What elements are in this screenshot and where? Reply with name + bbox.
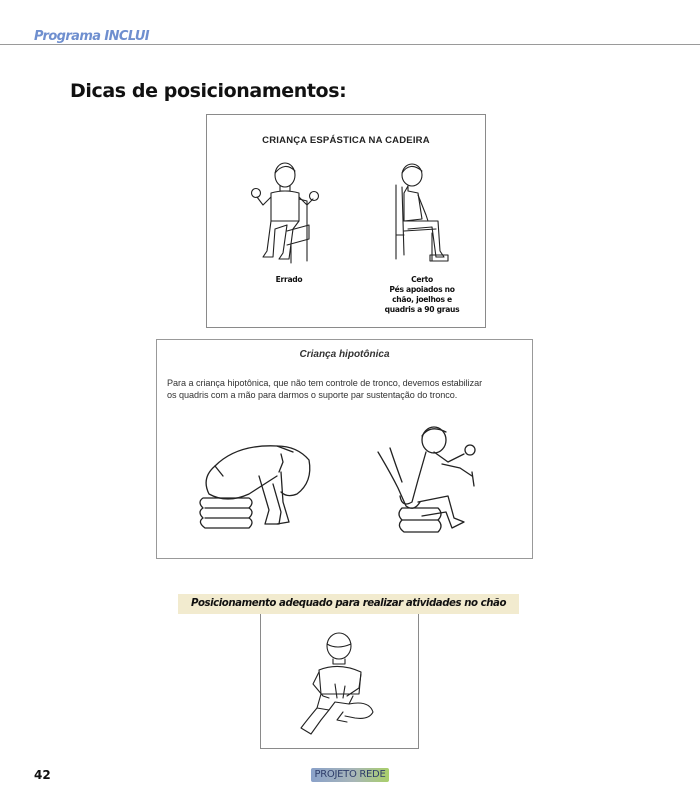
caption-correct-line: quadris a 90 graus <box>384 305 460 314</box>
header-divider <box>0 44 700 45</box>
figure-title: Criança hipotônica <box>299 349 390 360</box>
running-title: Programa INCLUI <box>34 29 150 44</box>
caption-correct-line: chão, joelhos e <box>392 295 452 304</box>
figure-spastic-child-chair <box>206 114 486 328</box>
floor-positioning-banner: Posicionamento adequado para realizar atividades no chão <box>178 594 519 614</box>
child-correct-posture-illustration <box>382 159 457 269</box>
caption-wrong: Errado <box>275 275 303 284</box>
description-line: os quadris com a mão para darmos o suporte par sustentação do tronco. <box>167 390 458 400</box>
page-number: 42 <box>34 768 51 782</box>
child-sitting-floor-illustration <box>289 624 389 739</box>
figure-floor-sitting <box>260 614 419 749</box>
child-wrong-posture-illustration <box>247 159 322 269</box>
page-title: Dicas de posicionamentos: <box>70 80 347 102</box>
figure-hypotonic-child <box>156 339 533 559</box>
child-slumped-illustration <box>197 422 327 537</box>
caption-correct-line: Pés apoiados no <box>389 285 455 294</box>
figure-title: CRIANÇA ESPÁSTICA NA CADEIRA <box>262 135 430 146</box>
projeto-rede-logo: PROJETO REDE <box>311 768 389 782</box>
child-supported-illustration <box>372 422 492 540</box>
figure-description <box>167 377 526 401</box>
description-line: Para a criança hipotônica, que não tem controle de tronco, devemos estabilizar <box>167 378 483 388</box>
caption-correct-title: Certo <box>411 275 433 284</box>
caption-correct <box>377 275 467 315</box>
